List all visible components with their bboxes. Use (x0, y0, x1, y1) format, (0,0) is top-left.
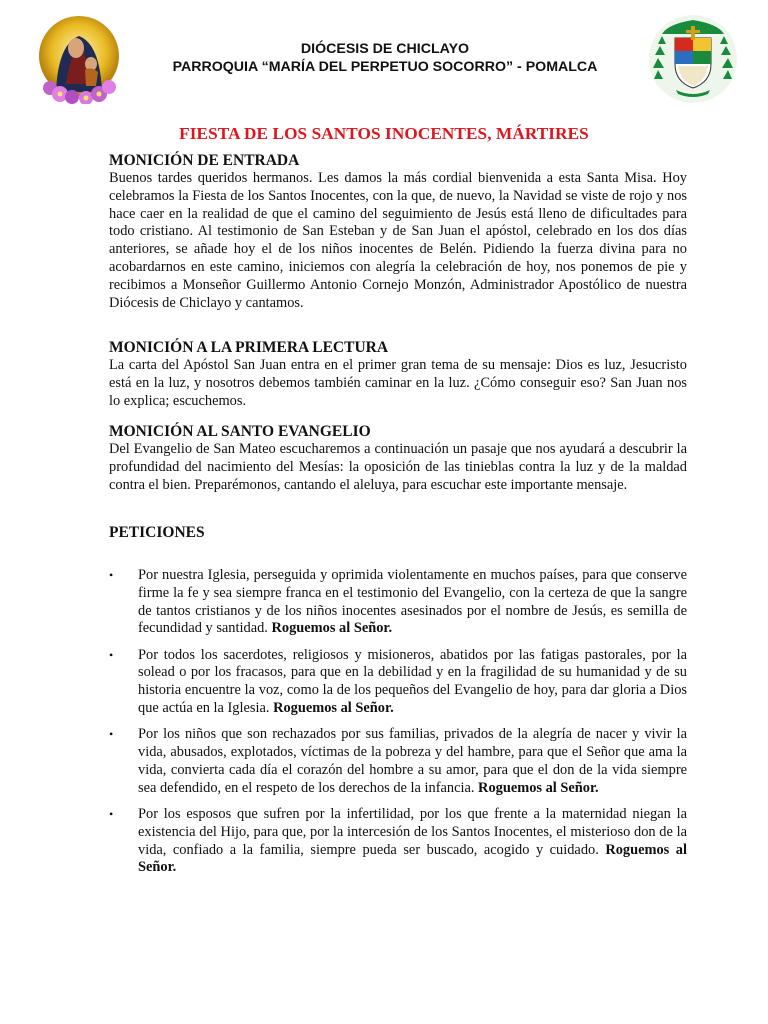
parish-logo-icon (36, 14, 122, 104)
document-header (140, 40, 630, 76)
section-heading: MONICIÓN A LA PRIMERA LECTURA (109, 339, 389, 356)
section-peticiones (109, 523, 687, 542)
list-item (109, 567, 687, 638)
section-text: La carta del Apóstol San Juan entra en el primer gran tema de su mensaje: Dios es luz, Jesucristo está en la luz, y nosotros debemos también caminar en la luz. ¿Cómo conseguir eso? San Juan nos lo explica; escuchemos. (109, 357, 687, 409)
section-heading: MONICIÓN DE ENTRADA (109, 152, 300, 169)
petition-text: Por todos los sacerdotes, religiosos y misioneros, abatidos por las fatigas pastorales, por la solead o por los fracasos, para que en la debilidad y en la fragilidad de su humanidad y de su historia encuentre la voz, como la de los pequeños del Evangelio de hoy, para dar gloria a Dios que actúa en la Iglesia. Roguemos al Señor. (138, 646, 687, 717)
section-entrada (109, 151, 687, 312)
list-item (109, 726, 687, 797)
diocese-name: DIÓCESIS DE CHICLAYO (300, 41, 470, 57)
petition-text: Por nuestra Iglesia, perseguida y oprimida violentamente en muchos países, para que conserve firme la fe y sea siempre franca en el testimonio del Evangelio, con la certeza de que la sangre de tantos cristianos y de los niños inocentes asesinados por el nombre de Jesús, es semilla de fecundidad y santidad. Roguemos al Señor. (138, 567, 687, 637)
list-item (109, 806, 687, 877)
section-primera-lectura (109, 338, 687, 410)
bullet-icon: • (109, 647, 114, 662)
coat-of-arms-icon (648, 14, 738, 104)
bullet-icon: • (109, 807, 114, 822)
section-text: Buenos tardes queridos hermanos. Les damos la más cordial bienvenida a esta Santa Misa. Hoy celebramos la Fiesta de los Santos Inocentes, con la que, de nuevo, la Navidad se viste de rojo y nos hace caer en la realidad de que el camino del seguimiento de Jesús está lleno de dificultades para todo cristiano. Al testimonio de San Esteban y de San Juan el apóstol, celebrado en los dos días anteriores, se añade hoy el de los niños inocentes de Belén. Pidiendo la fuerza divina para no acobardarnos en este camino, iniciemos con alegría la celebración de hoy, nos ponemos de pie y recibimos a Monseñor Guillermo Antonio Cornejo Monzón, Administrador Apostólico de nuestra Diócesis de Chiclayo y cantamos. (109, 170, 687, 311)
section-text: Del Evangelio de San Mateo escucharemos a continuación un pasaje que nos ayudará a descubrir la profundidad del nacimiento del Mesías: la oposición de las tinieblas contra la luz y de la maldad contra el bien. Preparémonos, cantando el aleluya, para escuchar este importante mensaje. (109, 441, 687, 493)
petition-text: Por los niños que son rechazados por sus familias, privados de la alegría de nacer y vivir la vida, abusados, explotados, víctimas de la pobreza y del hambre, para que el Señor que ama la vida, convierta cada día el corazón del hombre a su amor, para que el don de la vida siempre sea defendido, en el respeto de los derechos de la infancia. Roguemos al Señor. (138, 726, 687, 796)
petitions-list (109, 567, 687, 886)
section-heading: PETICIONES (109, 524, 205, 541)
bullet-icon: • (109, 727, 114, 742)
petition-response: Roguemos al Señor. (138, 841, 687, 876)
petition-response: Roguemos al Señor. (271, 620, 393, 637)
section-heading: MONICIÓN AL SANTO EVANGELIO (109, 423, 371, 440)
section-evangelio (109, 422, 687, 494)
bullet-icon: • (109, 568, 114, 582)
petition-response: Roguemos al Señor. (273, 700, 394, 717)
parish-name: PARROQUIA “MARÍA DEL PERPETUO SOCORRO” - POMALCA (172, 59, 598, 75)
list-item (109, 647, 687, 718)
petition-text: Por los esposos que sufren por la infertilidad, por los que frente a la maternidad niegan la existencia del Hijo, para que, por la intercesión de los Santos Inocentes, el misterioso don de la vida, confiado a la familia, siempre pueda ser buscado, acogido y cuidado. Roguemos al Señor. (138, 806, 687, 876)
document-title: FIESTA DE LOS SANTOS INOCENTES, MÁRTIRES (179, 124, 589, 143)
petition-response: Roguemos al Señor. (478, 779, 599, 796)
